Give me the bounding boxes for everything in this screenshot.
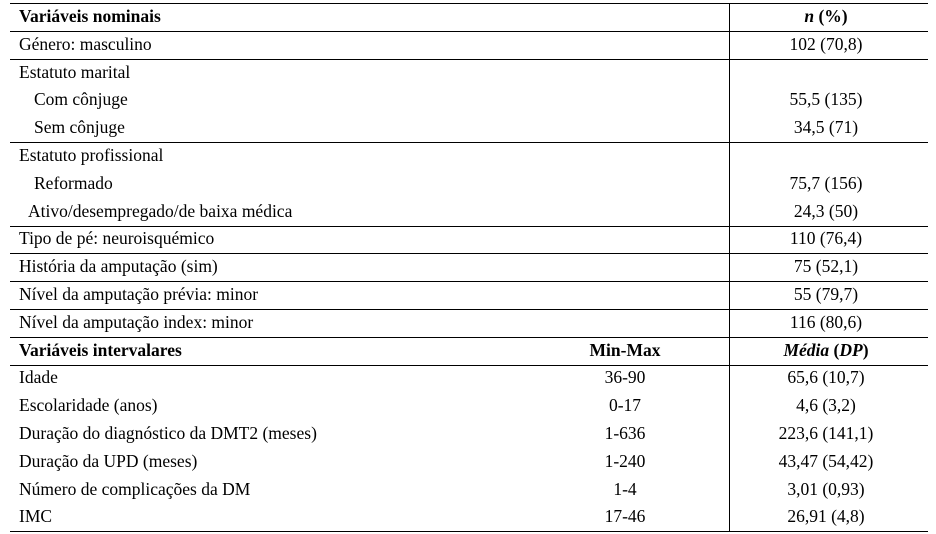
row-range: 36-90 <box>604 367 646 388</box>
row-divider <box>10 365 928 366</box>
row-label: Sem cônjuge <box>34 117 125 138</box>
row-value: 102 (70,8) <box>789 33 863 54</box>
row-range: 17-46 <box>604 506 646 527</box>
row-range: 1-4 <box>613 478 637 499</box>
row-label: História da amputação (sim) <box>19 256 218 277</box>
row-value: 75,7 (156) <box>789 172 863 193</box>
table-row <box>10 253 928 281</box>
row-label: Escolaridade (anos) <box>19 395 158 416</box>
row-divider <box>10 142 928 143</box>
table-row <box>10 420 928 448</box>
row-value: 223,6 (141,1) <box>778 422 874 443</box>
row-value: 43,47 (54,42) <box>778 450 874 471</box>
data-table <box>10 3 928 531</box>
row-divider <box>10 281 928 282</box>
table-row <box>10 142 928 170</box>
header-open-paren: ( <box>829 339 840 360</box>
row-label: Estatuto marital <box>19 61 131 82</box>
row-value: 3,01 (0,93) <box>787 478 865 499</box>
row-value: 55 (79,7) <box>793 283 859 304</box>
row-label: Duração da UPD (meses) <box>19 450 198 471</box>
header-n-pct <box>728 3 924 31</box>
row-label: Com cônjuge <box>34 89 128 110</box>
table-row <box>10 503 928 531</box>
table-row <box>10 170 928 198</box>
table-row <box>10 476 928 504</box>
row-value: 26,91 (4,8) <box>787 506 865 527</box>
row-range: 1-240 <box>604 450 646 471</box>
header-interval-label: Variáveis intervalares <box>19 339 182 360</box>
row-divider <box>10 31 928 32</box>
row-label: Tipo de pé: neuroisquémico <box>19 228 215 249</box>
row-label: Género: masculino <box>19 33 152 54</box>
row-label: Nível da amputação prévia: minor <box>19 283 259 304</box>
row-divider <box>10 59 928 60</box>
row-divider <box>10 309 928 310</box>
header-row-interval <box>10 337 928 365</box>
row-label: IMC <box>19 506 53 527</box>
table-row <box>10 448 928 476</box>
row-value: 65,6 (10,7) <box>787 367 865 388</box>
row-range: 1-636 <box>604 422 646 443</box>
row-value: 34,5 (71) <box>793 117 859 138</box>
row-range: 0-17 <box>608 395 642 416</box>
header-sd: DP <box>839 339 863 360</box>
row-value: 110 (76,4) <box>789 228 863 249</box>
header-min-max: Min-Max <box>589 339 661 360</box>
header-nominal-label: Variáveis nominais <box>19 6 161 26</box>
table-top-rule <box>10 3 928 4</box>
row-value: 24,3 (50) <box>793 200 859 221</box>
table-bottom-rule <box>10 531 928 532</box>
table-row <box>10 31 928 59</box>
table-row <box>10 225 928 253</box>
header-row-nominal <box>10 3 928 31</box>
table-row <box>10 364 928 392</box>
header-n: n <box>804 6 815 26</box>
row-label: Ativo/desempregado/de baixa médica <box>28 200 293 221</box>
row-label: Idade <box>19 367 58 388</box>
table-row <box>10 309 928 337</box>
table-row <box>10 114 928 142</box>
row-value: 4,6 (3,2) <box>796 395 856 416</box>
table-row <box>10 281 928 309</box>
table-row <box>10 198 928 226</box>
table-row <box>10 59 928 87</box>
table-row <box>10 392 928 420</box>
column-separator <box>729 3 730 531</box>
row-label: Estatuto profissional <box>19 144 164 165</box>
row-label: Número de complicações da DM <box>19 478 251 499</box>
row-label: Nível da amputação index: minor <box>19 311 254 332</box>
row-divider <box>10 226 928 227</box>
row-divider <box>10 253 928 254</box>
row-label: Reformado <box>34 172 113 193</box>
row-value: 116 (80,6) <box>789 311 863 332</box>
row-value: 55,5 (135) <box>789 89 863 110</box>
row-value: 75 (52,1) <box>793 256 859 277</box>
header-mean: Média <box>783 339 830 360</box>
header-pct: (%) <box>814 6 848 26</box>
header-mean-sd <box>728 337 924 365</box>
table-row <box>10 86 928 114</box>
section-divider <box>10 337 928 338</box>
header-close-paren: ) <box>862 339 869 360</box>
row-label: Duração do diagnóstico da DMT2 (meses) <box>19 422 317 443</box>
